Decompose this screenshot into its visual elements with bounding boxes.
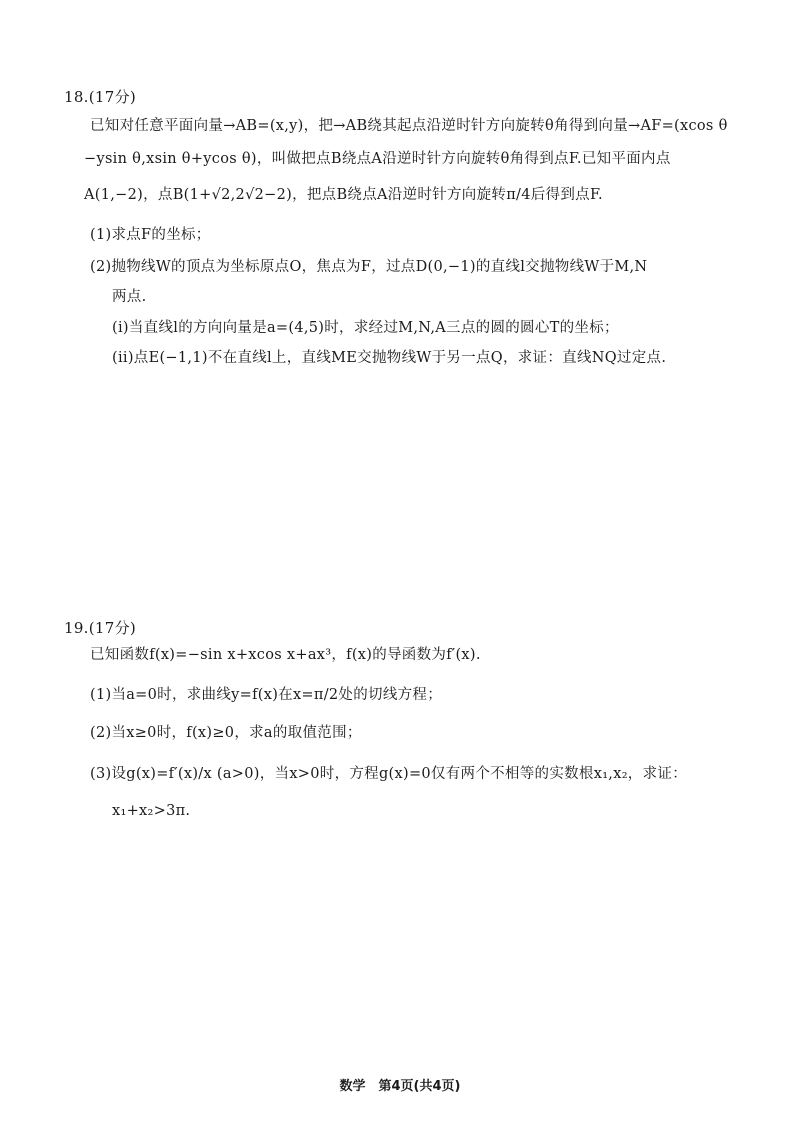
question-18-line-3: A(1,−2)，点B(1+√2,2√2−2)，把点B绕点A沿逆时针方向旋转π/4后得到点F. xyxy=(84,187,603,203)
question-19-part-1: (1)当a=0时，求曲线y=f(x)在x=π/2处的切线方程； xyxy=(90,687,443,703)
question-19-header: 19.(17分) xyxy=(64,619,137,637)
question-19-line-1: 已知函数f(x)=−sin x+xcos x+ax³，f(x)的导函数为f′(x). xyxy=(90,647,481,663)
question-19-part-2: (2)当x≥0时，f(x)≥0，求a的取值范围； xyxy=(90,725,362,741)
question-18-part-2-ii: (ii)点E(−1,1)不在直线l上，直线ME交抛物线W于另一点Q，求证：直线NQ过定点. xyxy=(112,350,667,366)
question-18-part-2-cont: 两点. xyxy=(112,289,147,305)
page-footer: 数学 第4页(共4页) xyxy=(339,1079,461,1094)
question-18-part-2: (2)抛物线W的顶点为坐标原点O，焦点为F，过点D(0,−1)的直线l交抛物线W于M,N xyxy=(90,259,648,275)
question-18-line-2: −ysin θ,xsin θ+ycos θ)，叫做把点B绕点A沿逆时针方向旋转θ角得到点F.已知平面内点 xyxy=(84,151,671,167)
question-19-part-3-cont: x₁+x₂>3π. xyxy=(112,803,191,819)
question-18-part-2-i: (i)当直线l的方向向量是a=(4,5)时，求经过M,N,A三点的圆的圆心T的坐标； xyxy=(112,320,619,336)
question-19-part-3: (3)设g(x)=f′(x)/x (a>0)，当x>0时，方程g(x)=0仅有两个不相等的实数根x₁,x₂，求证： xyxy=(90,766,688,782)
question-18-header: 18.(17分) xyxy=(64,88,137,106)
question-18-line-1: 已知对任意平面向量→AB=(x,y)，把→AB绕其起点沿逆时针方向旋转θ角得到向量→AF=(xcos θ xyxy=(90,118,728,134)
question-18-part-1: (1)求点F的坐标； xyxy=(90,227,211,243)
